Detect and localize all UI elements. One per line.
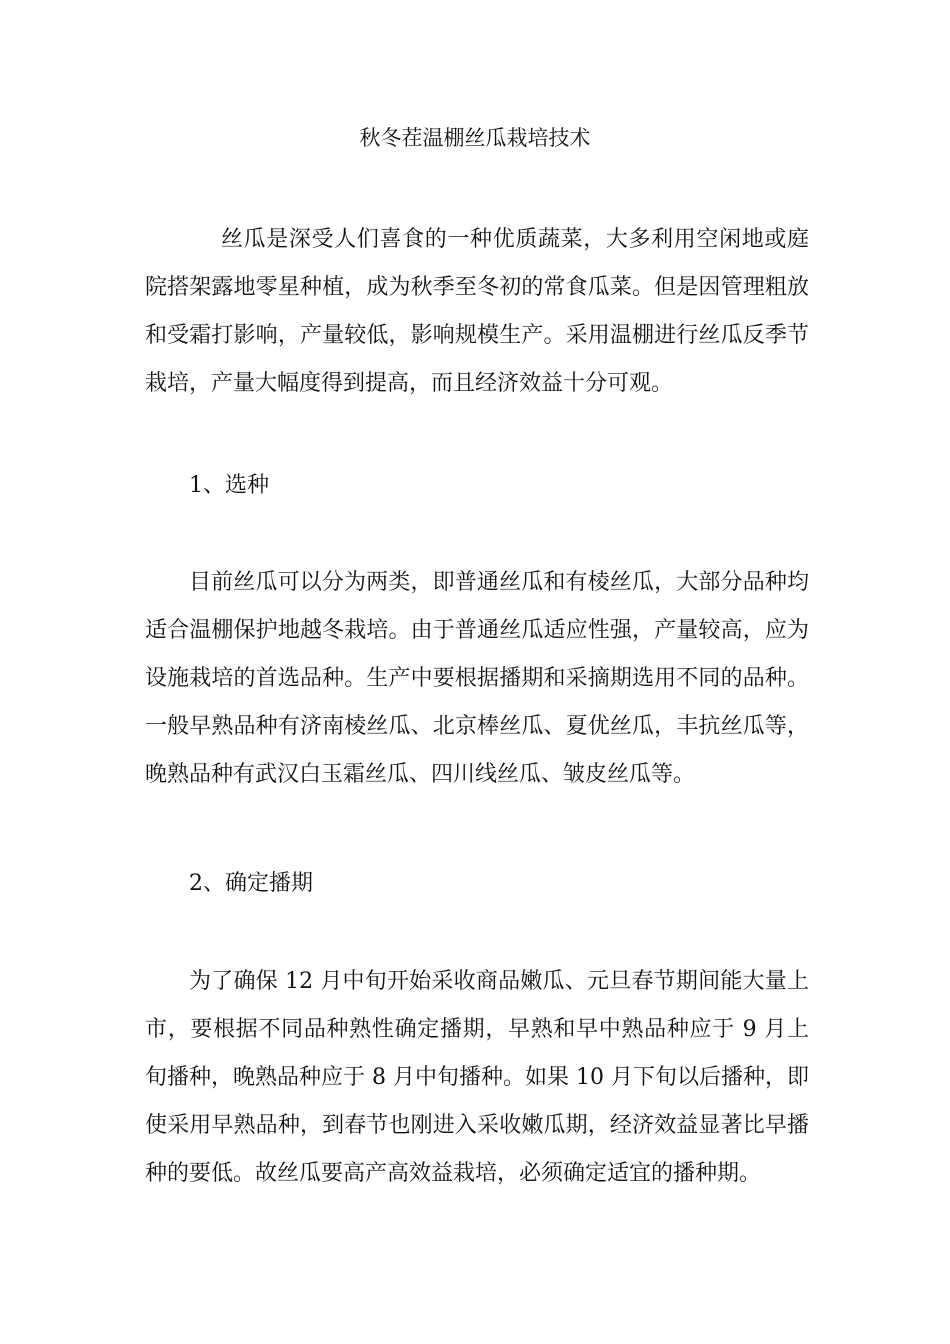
sowing-paragraph: 为了确保 12 月中旬开始采收商品嫩瓜、元旦春节期间能大量上市，要根据不同品种熟性确定播期，早熟和早中熟品种应于 9 月上旬播种，晚熟品种应于 8 月中旬播种。如果 10 月下旬以后播种，即使采用早熟品种，到春节也刚进入采收嫩瓜期，经济效益显著比早播种的要低。故丝瓜要高产高效益栽培，必须确定适宜的播种期。: [145, 969, 809, 1186]
section-heading-sowing: 2、确定播期: [189, 871, 313, 896]
section-heading-variety: 1、选种: [189, 473, 269, 498]
document-title: 秋冬茬温棚丝瓜栽培技术: [359, 126, 591, 150]
variety-paragraph: 目前丝瓜可以分为两类，即普通丝瓜和有棱丝瓜，大部分品种均适合温棚保护地越冬栽培。由于普通丝瓜适应性强，产量较高，应为设施栽培的首选品种。生产中要根据播期和采摘期选用不同的品种。一般早熟品种有济南棱丝瓜、北京棒丝瓜、夏优丝瓜，丰抗丝瓜等，晚熟品种有武汉白玉霜丝瓜、四川线丝瓜、皱皮丝瓜等。: [145, 570, 809, 787]
intro-paragraph: 丝瓜是深受人们喜食的一种优质蔬菜，大多利用空闲地或庭院搭架露地零星种植，成为秋季至冬初的常食瓜菜。但是因管理粗放和受霜打影响，产量较低，影响规模生产。采用温棚进行丝瓜反季节栽培，产量大幅度得到提高，而且经济效益十分可观。: [145, 227, 809, 396]
